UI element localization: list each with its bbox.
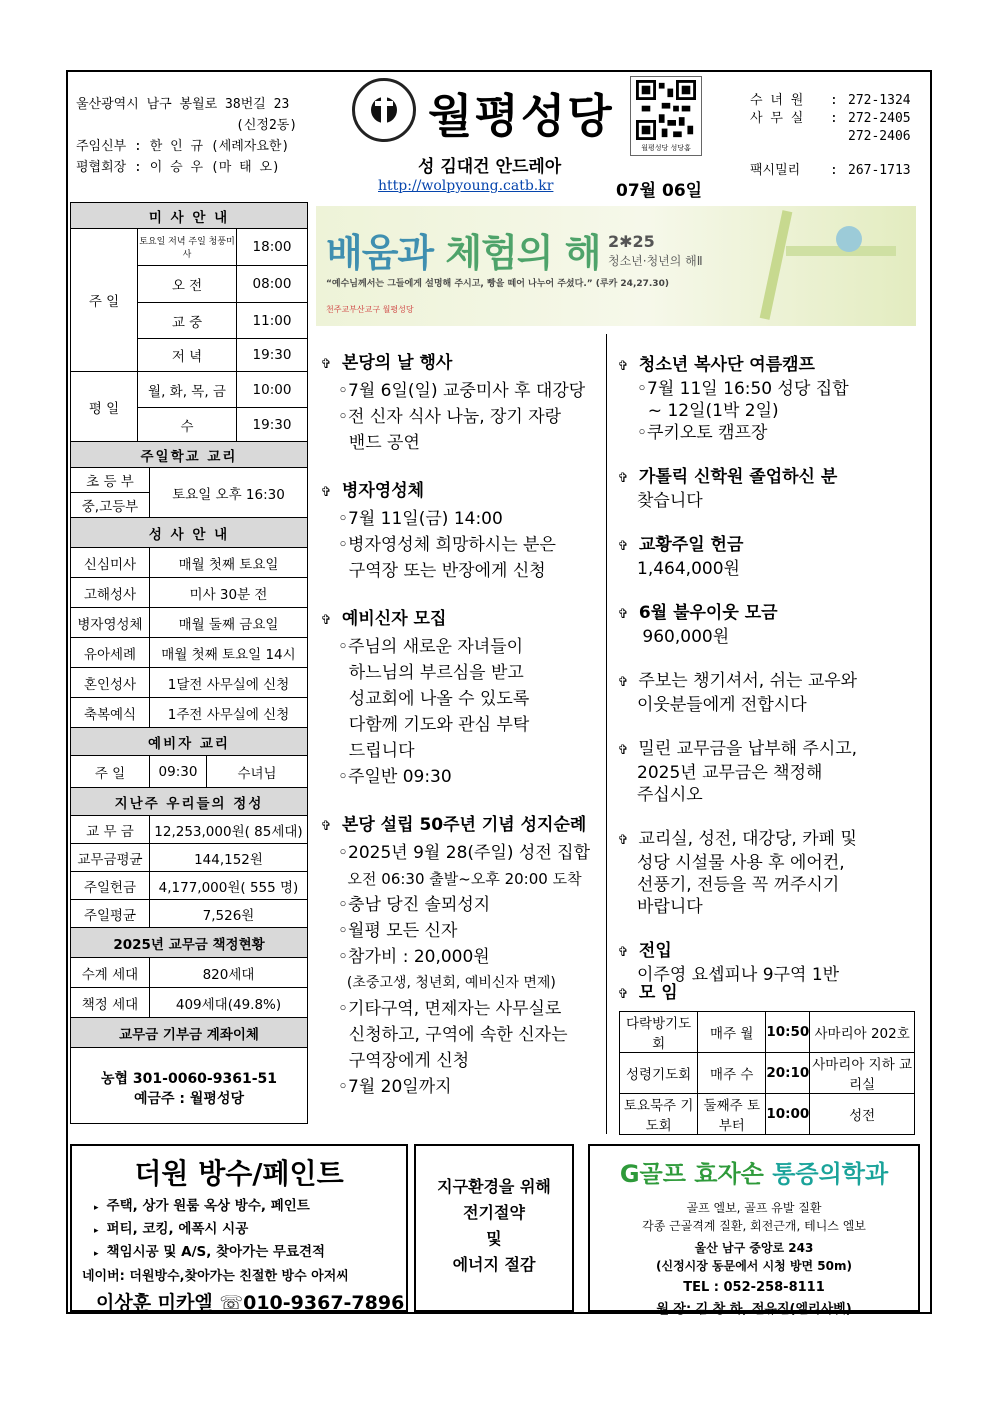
weekday-label: 평 일	[71, 372, 138, 442]
offerings-table	[70, 787, 308, 928]
meeting-name: 토요묵주 기도회	[620, 1094, 698, 1135]
account-title: 교무금 기부금 계좌이체	[71, 1018, 308, 1048]
sacraments-table	[70, 517, 308, 728]
table-row	[71, 638, 308, 668]
notice-item: 이웃분들에게 전합시다	[637, 695, 807, 715]
phone-row	[750, 110, 911, 128]
meeting-row	[620, 1094, 915, 1135]
table-row	[71, 988, 308, 1018]
notice-item: 구역장 또는 반장에게 신청	[338, 561, 546, 581]
notice-item: ◦2025년 9월 28(주일) 성전 집합	[338, 843, 590, 863]
notice-item: ◦주님의 새로운 자녀들이	[338, 637, 524, 657]
notices-middle	[316, 350, 606, 1122]
table-row	[71, 698, 308, 728]
banner-quote: “예수님께서는 그들에게 설명해 주시고, 빵을 떼어 나누어 주셨다.” (루카 24,27.30)	[326, 279, 669, 289]
cross-icon: ✞	[617, 607, 629, 622]
cross-icon: ✞	[617, 359, 629, 374]
mass-name: 오 전	[138, 266, 237, 303]
row-label: 주일평균	[71, 900, 150, 928]
cross-icon: ✞	[617, 539, 629, 554]
notice-section	[613, 354, 923, 444]
pastor: 주임신부 : 한 인 규 (세례자요한)	[76, 139, 290, 154]
triangle-icon: ▸	[94, 1203, 99, 1213]
sunday-school-title: 주일학교 교리	[71, 442, 308, 468]
notice-item: (초중고생, 청년회, 예비신자 면제)	[338, 975, 556, 991]
banner-year: 2✱25	[608, 232, 655, 251]
notices-right	[613, 354, 923, 1008]
notice-heading	[613, 670, 923, 694]
notice-item: 찾습니다	[637, 491, 703, 511]
school-grade: 중,고등부	[71, 493, 150, 518]
catechumen-time: 09:30	[150, 756, 207, 788]
meeting-when: 매주 수	[698, 1053, 766, 1094]
notice-item: 1,464,000원	[637, 559, 740, 579]
triangle-icon: ▸	[94, 1226, 99, 1236]
dues-status-table	[70, 927, 308, 1018]
notice-section	[613, 534, 923, 580]
left-info-column	[70, 202, 308, 1124]
notice-item: ◦7월 6일(일) 교중미사 후 대강당	[338, 381, 586, 401]
mass-time: 11:00	[237, 303, 308, 339]
notice-item: 960,000원	[637, 627, 730, 647]
notice-title: 교황주일 헌금	[638, 535, 744, 555]
phone-sep: :	[830, 163, 838, 178]
account-number: 농협 301-0060-9361-51	[101, 1070, 277, 1087]
notice-item: 드립니다	[338, 741, 415, 761]
notice-section	[613, 670, 923, 716]
notice-heading	[316, 350, 606, 378]
notice-title: 가톨릭 신학원 졸업하신 분	[638, 467, 838, 487]
ad-mid-line: 및	[486, 1229, 502, 1248]
notice-item: ◦병자영성체 희망하시는 분은	[338, 535, 556, 555]
notice-heading	[613, 466, 923, 490]
row-label: 신심미사	[71, 548, 150, 578]
meeting-name: 성령기도회	[620, 1053, 698, 1094]
table-row	[71, 958, 308, 988]
phone-label: 팩시밀리	[750, 163, 801, 178]
meeting-time: 20:10	[766, 1053, 810, 1094]
notice-item: ◦기타구역, 면제자는 사무실로	[338, 999, 562, 1019]
notice-item: 선풍기, 전등을 꼭 꺼주시기	[637, 875, 840, 895]
cross-icon: ✞	[617, 987, 629, 1002]
notice-title: 밀린 교무금을 납부해 주시고,	[638, 739, 858, 759]
page-title: 월평성당	[428, 89, 614, 143]
notice-heading	[613, 602, 923, 626]
meeting-time: 10:00	[766, 1094, 810, 1135]
ad-energy-saving	[414, 1144, 574, 1312]
row-value: 매월 둘째 금요일	[150, 608, 308, 638]
cross-icon: ✞	[320, 357, 332, 372]
table-row	[71, 816, 308, 844]
notice-title: 본당의 날 행사	[341, 353, 453, 373]
account-holder: 예금주 : 월평성당	[133, 1090, 244, 1107]
notice-title: 교리실, 성전, 대강당, 카페 및	[638, 829, 857, 849]
mass-name: 월, 화, 목, 금	[138, 372, 237, 408]
row-label: 교 무 금	[71, 816, 150, 844]
notice-title: 병자영성체	[341, 481, 425, 501]
ad-left-line	[94, 1196, 406, 1219]
row-label: 병자영성체	[71, 608, 150, 638]
row-value: 매월 첫째 토요일 14시	[150, 638, 308, 668]
notice-heading	[613, 738, 923, 762]
banner-headline-b: 체험의 해	[445, 231, 601, 275]
ad-right-tel: TEL : 052-258-8111	[683, 1280, 825, 1295]
cross-icon: ✞	[617, 471, 629, 486]
phone-label: 사 무 실	[750, 111, 804, 126]
phone-sep: :	[830, 93, 838, 108]
banner-orgs: 천주교부산교구 월평성당	[326, 305, 414, 314]
school-time: 토요일 오후 16:30	[150, 468, 308, 518]
church-logo	[352, 78, 416, 142]
notice-item: 신청하고, 구역에 속한 신자는	[338, 1025, 568, 1045]
notice-title: 전입	[638, 941, 672, 961]
ad-left-text: 주택, 상가 원룸 옥상 방수, 페인트	[106, 1198, 310, 1214]
notice-item: ◦충남 당진 솔뫼성지	[338, 895, 491, 915]
notice-heading	[316, 606, 606, 634]
ad-right-director: 원 장: 김 창 하, 전유진(엘리사벳)	[656, 1302, 852, 1317]
mass-time: 18:00	[237, 229, 308, 266]
row-value: 7,526원	[150, 900, 308, 928]
row-value: 144,152원	[150, 844, 308, 872]
patron-saint: 성 김대건 안드레아	[418, 157, 562, 177]
cross-icon: ✞	[320, 819, 332, 834]
figure-illustration	[836, 226, 862, 252]
cross-icon: ✞	[617, 945, 629, 960]
meetings-table	[619, 1011, 915, 1135]
notice-item: 다함께 기도와 관심 부탁	[338, 715, 530, 735]
ad-mid-line: 에너지 절감	[452, 1255, 536, 1274]
table-row	[71, 578, 308, 608]
meeting-place: 성전	[810, 1094, 915, 1135]
row-value: 4,177,000원( 555 명)	[150, 872, 308, 900]
notice-section	[316, 812, 606, 1100]
row-value: 12,253,000원( 85세대)	[150, 816, 308, 844]
notice-item: ◦주일반 09:30	[338, 767, 452, 787]
row-value: 820세대	[150, 958, 308, 988]
row-label: 축복예식	[71, 698, 150, 728]
dues-title: 2025년 교무금 책정현황	[71, 928, 308, 958]
notice-heading	[316, 812, 606, 840]
mass-time: 19:30	[237, 339, 308, 372]
phone-row	[750, 128, 911, 146]
mass-name: 저 녁	[138, 339, 237, 372]
notice-item: 하느님의 부르심을 받고	[338, 663, 524, 683]
meeting-row	[620, 1053, 915, 1094]
row-value: 1주전 사무실에 신청	[150, 698, 308, 728]
notice-item: 밴드 공연	[338, 433, 420, 453]
row-label: 책정 세대	[71, 988, 150, 1018]
address: 울산광역시 남구 봉월로 38번길 23	[76, 97, 290, 112]
table-row	[71, 608, 308, 638]
ad-right-line2: 각종 근골격계 질환, 회전근개, 테니스 엘보	[642, 1219, 866, 1233]
notice-item: 성교회에 나올 수 있도록	[338, 689, 530, 709]
cross-icon: ✞	[617, 743, 629, 758]
phone-sep: :	[830, 111, 838, 126]
catechumen-table	[70, 727, 308, 788]
phone-row	[750, 162, 911, 180]
school-grade: 초 등 부	[71, 468, 150, 493]
cross-icon: ✞	[320, 485, 332, 500]
table-row	[71, 872, 308, 900]
ad-right-address: 울산 남구 중앙로 243	[694, 1241, 814, 1255]
bulletin-page	[66, 70, 932, 1317]
mass-name: 수	[138, 408, 237, 442]
notice-item: 주십시오	[637, 785, 703, 805]
notice-section	[316, 478, 606, 584]
notice-item: 이주영 요셉피나 9구역 1반	[637, 965, 840, 985]
notice-section	[316, 606, 606, 790]
catechumen-place: 수녀님	[207, 756, 308, 788]
notice-title: 예비신자 모집	[341, 609, 447, 629]
mass-name: 교 중	[138, 303, 237, 339]
mass-schedule-table	[70, 202, 308, 442]
ad-left-contact: 이상훈 미카엘 ☏010-9367-7896	[96, 1292, 405, 1314]
ad-clinic	[588, 1144, 920, 1317]
notice-item: 바랍니다	[637, 897, 703, 917]
row-value: 409세대(49.8%)	[150, 988, 308, 1018]
triangle-icon: ▸	[94, 1249, 99, 1259]
notice-item: ◦7월 11일 16:50 성당 집합	[637, 379, 849, 399]
table-row	[71, 548, 308, 578]
ad-left-title: 더원 방수/페인트	[134, 1157, 344, 1190]
theme-banner	[316, 206, 916, 326]
ad-right-title-a: G골프 효자손	[619, 1160, 773, 1188]
row-label: 주일헌금	[71, 872, 150, 900]
notice-title: 본당 설립 50주년 기념 성지순례	[341, 815, 587, 835]
sacraments-title: 성 사 안 내	[71, 518, 308, 548]
table-row	[71, 844, 308, 872]
phone-label: 수 녀 원	[750, 93, 804, 108]
notice-title: 6월 불우이웃 모금	[638, 603, 778, 623]
notice-heading	[316, 478, 606, 506]
meetings-section	[613, 978, 923, 1135]
cross-illustration	[760, 210, 793, 320]
row-value: 미사 30분 전	[150, 578, 308, 608]
meeting-row	[620, 1012, 915, 1053]
notice-section	[613, 828, 923, 918]
notice-section	[613, 602, 923, 648]
sunday-school-table	[70, 441, 308, 518]
notice-item: ◦쿠키오토 캠프장	[637, 423, 768, 443]
meeting-when: 매주 월	[698, 1012, 766, 1053]
meeting-time: 10:50	[766, 1012, 810, 1053]
notice-heading	[613, 534, 923, 558]
ad-right-address2: (신정시장 동문에서 시청 방면 50m)	[656, 1259, 852, 1273]
row-label: 교무금평균	[71, 844, 150, 872]
ad-right-line1: 골프 엘보, 골프 유발 질환	[686, 1201, 822, 1215]
ad-left-text: 퍼티, 코킹, 에폭시 시공	[106, 1221, 249, 1237]
notice-section	[613, 466, 923, 512]
catechumen-day: 주 일	[71, 756, 150, 788]
notice-item: 성당 시설물 사용 후 에어컨,	[637, 853, 845, 873]
ad-right-title-b: 통증의학과	[772, 1160, 889, 1188]
table-row	[71, 668, 308, 698]
meeting-place: 사마리아 202호	[810, 1012, 915, 1053]
meetings-title: 모 임	[638, 983, 678, 1003]
notice-item: 구역장에게 신청	[338, 1051, 470, 1071]
notice-heading	[613, 354, 923, 378]
mass-time: 19:30	[237, 408, 308, 442]
notice-item: ◦월평 모든 신자	[338, 921, 458, 941]
notice-heading	[613, 940, 923, 964]
meeting-name: 다락방기도회	[620, 1012, 698, 1053]
notice-section	[316, 350, 606, 456]
contact-numbers	[750, 92, 911, 180]
notice-item: ~ 12일(1박 2일)	[637, 401, 779, 421]
notice-item: ◦전 신자 식사 나눔, 장기 자랑	[338, 407, 562, 427]
mass-time: 10:00	[237, 372, 308, 408]
sunday-label: 주 일	[71, 229, 138, 372]
phone-row	[750, 92, 911, 110]
district: (신정2동)	[236, 118, 298, 133]
row-label: 혼인성사	[71, 668, 150, 698]
notice-item: 2025년 교무금은 책정해	[637, 763, 823, 783]
ad-mid-line: 지구환경을 위해	[437, 1177, 551, 1196]
account-table	[70, 1017, 308, 1124]
offerings-title: 지난주 우리들의 정성	[71, 788, 308, 816]
council-president: 평협회장 : 이 승 우 (마 태 오)	[76, 160, 280, 175]
notice-section	[613, 738, 923, 806]
banner-headline-a: 배움과	[326, 231, 446, 275]
notice-item: ◦7월 20일까지	[338, 1077, 452, 1097]
meeting-when: 둘째주 토부터	[698, 1094, 766, 1135]
notice-item: ◦7월 11일(금) 14:00	[338, 509, 503, 529]
table-row	[71, 900, 308, 928]
banner-subtitle: 청소년·청년의 해Ⅱ	[608, 254, 703, 268]
ad-waterproofing	[70, 1144, 408, 1312]
cross-icon: ✞	[617, 675, 629, 690]
bulletin-date: 07월 06일	[616, 181, 703, 201]
cross-icon: ✞	[617, 833, 629, 848]
phone-number: 272-2405	[848, 111, 911, 126]
mass-time: 08:00	[237, 266, 308, 303]
row-label: 수계 세대	[71, 958, 150, 988]
row-label: 고해성사	[71, 578, 150, 608]
mass-title: 미 사 안 내	[71, 203, 308, 229]
phone-number: 272-1324	[848, 93, 911, 108]
row-value: 1달전 사무실에 신청	[150, 668, 308, 698]
catechumen-title: 예비자 교리	[71, 728, 308, 756]
qr-caption: 월평성당 성당홈	[641, 144, 691, 152]
ad-left-line	[94, 1219, 406, 1242]
mass-name: 토요일 저녁 주일 청풍미사	[138, 229, 237, 266]
phone-number: 272-2406	[848, 129, 911, 144]
website-link[interactable]: http://wolpyoung.catb.kr	[378, 178, 554, 194]
notice-item: ◦참가비 : 20,000원	[338, 947, 490, 967]
phone-number: 267-1713	[848, 163, 911, 178]
row-value: 매월 첫째 토요일	[150, 548, 308, 578]
column-divider	[606, 334, 607, 1134]
ad-left-naver: 네이버: 더원방수,찾아가는 친절한 방수 아저씨	[82, 1269, 349, 1284]
meeting-place: 사마리아 지하 교리실	[810, 1053, 915, 1094]
header-info	[76, 94, 297, 178]
ad-left-line	[94, 1242, 406, 1265]
cross-icon: ✞	[320, 613, 332, 628]
row-label: 유아세례	[71, 638, 150, 668]
notice-item: 오전 06:30 출발~오후 20:00 도착	[338, 870, 582, 888]
ad-left-text: 책임시공 및 A/S, 찾아가는 무료견적	[106, 1244, 326, 1260]
notice-title: 청소년 복사단 여름캠프	[638, 355, 815, 375]
qr-code	[630, 76, 702, 156]
ad-mid-line: 전기절약	[463, 1203, 525, 1222]
notice-heading	[613, 828, 923, 852]
notice-title: 주보는 챙기셔서, 쉬는 교우와	[638, 671, 858, 691]
